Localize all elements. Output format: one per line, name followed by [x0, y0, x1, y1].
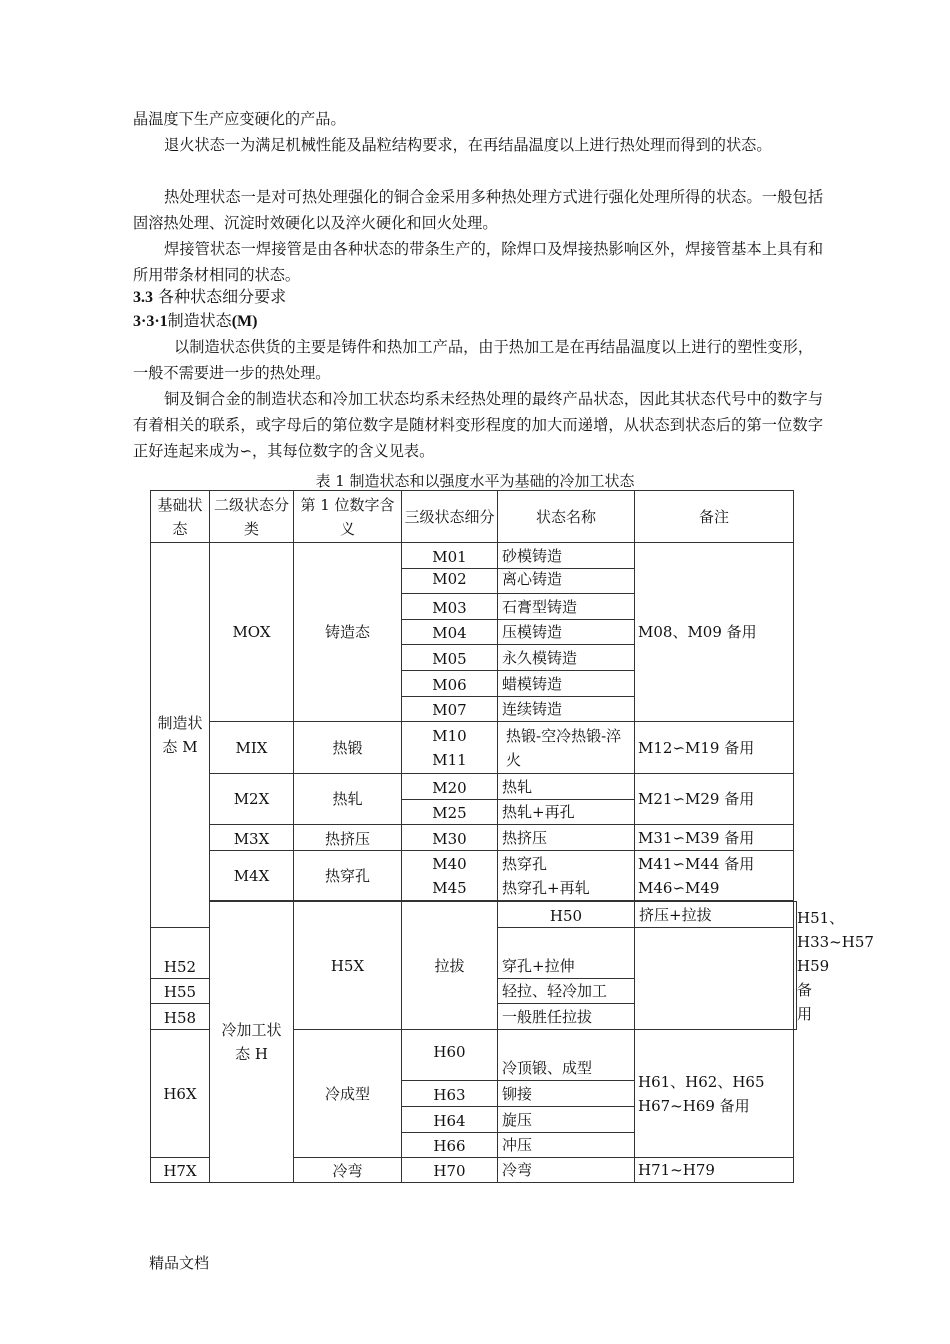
paragraph-welded-tube: 焊接管状态一焊接管是由各种状态的带条生产的，除焊口及焊接热影响区外，焊接管基本上具有和所用带条材相同的状态。 [133, 240, 823, 284]
header-cell: 状态名称 [498, 491, 635, 543]
meaning-cell: 热挤压 [294, 825, 402, 851]
name-cell: 热轧+再孔 [498, 800, 635, 825]
name-cell: 压模铸造 [498, 620, 635, 645]
header-cell: 基础状态 [151, 491, 210, 543]
section-number: 3·3·1 [133, 313, 168, 330]
paragraph-codes: 铜及铜合金的制造状态和冷加工状态均系未经热处理的最终产品状态，因此其状态代号中的数字与有着相关的联系，或字母后的第位数字是随材料变形程度的加大而递增，从状态到状态后的第一位数字正好连起来成为∽，其每位数字的含义见表。 [133, 390, 823, 460]
name-cell: 永久模铸造 [498, 645, 635, 671]
class-cell: H5X [294, 902, 402, 1030]
code-cell: H52 [151, 928, 210, 979]
code-cell: M20 [402, 774, 498, 800]
paragraph-annealed: 退火状态一为满足机械性能及晶粒结构要求，在再结晶温度以上进行热处理而得到的状态。 [164, 136, 772, 154]
code-cell: H70 [402, 1158, 498, 1183]
paragraph-continuation: 晶温度下生产应变硬化的产品。 [133, 110, 346, 128]
name-cell: 砂模铸造 [498, 543, 635, 569]
code-cell: M05 [402, 645, 498, 671]
meaning-cell: 拉拔 [402, 902, 498, 1030]
note-cell: H61、H62、H65 H67~H69 备用 [635, 1030, 794, 1158]
temper-table [150, 490, 874, 1183]
group-cell: 制造状态 M [151, 543, 210, 928]
code-cell: M04 [402, 620, 498, 645]
name-cell: 热挤压 [498, 825, 635, 851]
code-cell: M25 [402, 800, 498, 825]
paragraph-manufacturing: 以制造状态供货的主要是铸件和热加工产品，由于热加工是在再结晶温度以上进行的塑性变形，一般不需要进一步的热处理。 [133, 338, 813, 382]
name-cell: 一般胜任拉拔 [498, 1004, 635, 1030]
table-header-row [151, 491, 797, 543]
section-heading-3-3 [133, 286, 286, 309]
section-title: 制造状态 [167, 311, 232, 330]
name-cell: 轻拉、轻冷加工 [498, 979, 635, 1004]
class-cell: M3X [210, 825, 294, 851]
header-cell: 备注 [635, 491, 794, 543]
name-cell: 石膏型铸造 [498, 594, 635, 620]
code-cell: H63 [402, 1081, 498, 1107]
table-caption: 表 1 制造状态和以强度水平为基础的冷加工状态 [315, 472, 635, 490]
code-cell: H58 [151, 1004, 210, 1030]
footer-label: 精品文档 [149, 1254, 210, 1272]
name-cell: 冲压 [498, 1133, 635, 1158]
note-cell: M21∽M29 备用 [635, 774, 794, 825]
note-cell: M12∽M19 备用 [635, 722, 794, 774]
name-cell: 挤压+拉拔 [635, 902, 794, 928]
meaning-cell: 冷成型 [294, 1030, 402, 1158]
table-row [151, 543, 797, 569]
table-row [151, 851, 797, 901]
table-row [151, 825, 797, 851]
name-cell: 铆接 [498, 1081, 635, 1107]
code-cell: M07 [402, 697, 498, 722]
name-cell: 穿孔+拉伸 [498, 928, 635, 979]
code-cell: M03 [402, 594, 498, 620]
class-cell: H7X [151, 1158, 210, 1183]
class-cell: H6X [151, 1030, 210, 1158]
code-cell: M01 [402, 543, 498, 569]
class-cell: MIX [210, 722, 294, 774]
code-cell: H60 [402, 1030, 498, 1081]
note-cell: M08、M09 备用 [635, 543, 794, 722]
name-cell: 连续铸造 [498, 697, 635, 722]
name-cell: 热锻-空冷热锻-淬火 [498, 722, 635, 774]
section-heading-3-3-1 [133, 310, 257, 333]
header-cell: 第 1 位数字含义 [294, 491, 402, 543]
code-cell: H55 [151, 979, 210, 1004]
class-cell: MOX [210, 543, 294, 722]
header-cell: 三级状态细分 [402, 491, 498, 543]
code-cell: M30 [402, 825, 498, 851]
code-cell: M06 [402, 671, 498, 697]
code-cell: H64 [402, 1107, 498, 1133]
meaning-cell: 热锻 [294, 722, 402, 774]
name-cell: 冷顶锻、成型 [498, 1030, 635, 1081]
paragraph-heat-treated: 热处理状态一是对可热处理强化的铜合金采用多种热处理方式进行强化处理所得的状态。一般包括固溶热处理、沉淀时效硬化以及淬火硬化和回火处理。 [133, 188, 823, 232]
section-code: (M) [231, 313, 258, 330]
section-title: 各种状态细分要求 [158, 287, 287, 306]
meaning-cell: 冷弯 [294, 1158, 402, 1183]
table-row [151, 774, 797, 800]
code-cell: M10 M11 [402, 722, 498, 774]
name-cell: 热穿孔 热穿孔+再轧 [498, 851, 635, 901]
group-cell: 冷加工状态 H [210, 902, 294, 1183]
name-cell: 冷弯 [498, 1158, 635, 1183]
code-cell: H66 [402, 1133, 498, 1158]
class-cell: M2X [210, 774, 294, 825]
class-cell: M4X [210, 851, 294, 901]
table-row [151, 722, 797, 774]
meaning-cell: 热穿孔 [294, 851, 402, 901]
code-cell: H50 [498, 902, 635, 928]
section-number: 3.3 [133, 289, 153, 306]
code-cell: M40 M45 [402, 851, 498, 901]
name-cell: 离心铸造 [498, 569, 635, 594]
meaning-cell: 热轧 [294, 774, 402, 825]
table-row [151, 902, 797, 928]
name-cell: 热轧 [498, 774, 635, 800]
header-cell: 二级状态分类 [210, 491, 294, 543]
note-cell: H71~H79 [635, 1158, 794, 1183]
name-cell: 蜡模铸造 [498, 671, 635, 697]
note-cell: M31∽M39 备用 [635, 825, 794, 851]
note-cell: M41∽M44 备用 M46∽M49 [635, 851, 794, 901]
name-cell: 旋压 [498, 1107, 635, 1133]
meaning-cell: 铸造态 [294, 543, 402, 722]
code-cell: M02 [402, 569, 498, 594]
note-cell: H51、H33~H57 H59 备用 [794, 902, 797, 1030]
